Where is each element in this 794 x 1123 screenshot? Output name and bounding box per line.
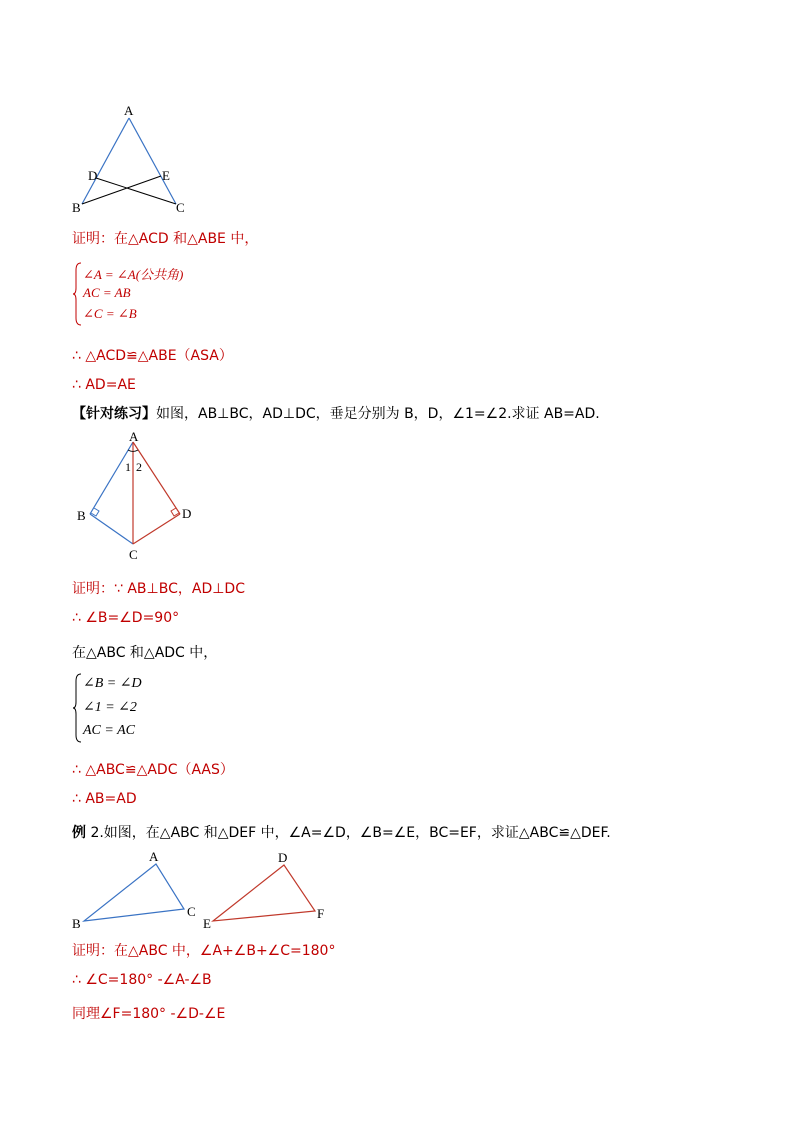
- side-dc: [133, 514, 180, 544]
- label-d: D: [278, 850, 288, 865]
- proof1-system-line-3: ∠C = ∠B: [83, 306, 137, 321]
- label-a: A: [149, 849, 159, 864]
- proof2-line-3: 在△ABC 和△ADC 中，: [72, 645, 218, 661]
- proof2-system: [73, 673, 213, 743]
- proof1-intro: 证明：在△ACD 和△ABE 中，: [72, 231, 259, 247]
- label-a: A: [124, 103, 134, 118]
- label-a: A: [129, 429, 139, 444]
- proof2-line-2: ∴ ∠B=∠D=90°: [72, 610, 180, 626]
- label-e: E: [203, 916, 211, 931]
- proof1-conclusion-2: ∴ AD=AE: [72, 377, 136, 393]
- proof2-system-line-2: ∠1 = ∠2: [83, 700, 137, 715]
- example2-text: 2.如图，在△ABC 和△DEF 中，∠A=∠D，∠B=∠E，BC=EF，求证△ABC≌△DEF.: [86, 825, 611, 841]
- practice-text: 如图，AB⊥BC，AD⊥DC，垂足分别为 B，D，∠1=∠2.求证 AB=AD.: [156, 406, 600, 422]
- brace-icon: [73, 673, 82, 743]
- proof2-system-line-3: AC = AC: [83, 723, 135, 738]
- triangle-def: [213, 865, 315, 921]
- example2-statement: [72, 822, 611, 842]
- label-c: C: [129, 547, 138, 562]
- label-c: C: [187, 904, 196, 919]
- proof2-intro: 证明：∵ AB⊥BC，AD⊥DC: [72, 581, 245, 597]
- example2-tag: 例: [72, 825, 86, 841]
- figure-triangles-abc-def: [70, 848, 340, 933]
- triangle-abc: [84, 864, 184, 921]
- brace-icon: [73, 262, 82, 326]
- label-d: D: [88, 168, 98, 183]
- side-ab: [82, 118, 129, 204]
- proof3-line-2: ∴ ∠C=180° -∠A-∠B: [72, 972, 212, 988]
- proof1-system-line-1: ∠A = ∠A(公共角): [83, 267, 184, 282]
- side-ab: [90, 442, 133, 514]
- side-ad: [133, 442, 180, 514]
- practice-tag: 【针对练习】: [72, 406, 156, 422]
- proof3-line-1: 证明：在△ABC 中，∠A+∠B+∠C=180°: [72, 943, 336, 959]
- label-d: D: [182, 506, 192, 521]
- label-b: B: [72, 916, 81, 931]
- proof1-conclusion-1: ∴ △ACD≌△ABE（ASA）: [72, 348, 233, 364]
- proof2-conclusion-1: ∴ △ABC≌△ADC（AAS）: [72, 762, 234, 778]
- figure-kite-abcd: [72, 428, 202, 563]
- label-c: C: [176, 200, 185, 215]
- label-f: F: [317, 906, 325, 921]
- proof3-line-3: 同理∠F=180° -∠D-∠E: [72, 1006, 226, 1022]
- proof2-system-line-1: ∠B = ∠D: [83, 676, 142, 691]
- label-2: 2: [136, 460, 142, 474]
- proof2-conclusion-2: ∴ AB=AD: [72, 791, 137, 807]
- label-1: 1: [125, 460, 131, 474]
- label-b: B: [72, 200, 81, 215]
- proof1-system-line-2: AC = AB: [83, 285, 131, 300]
- practice-statement: [72, 403, 600, 423]
- label-b: B: [77, 508, 86, 523]
- proof1-system: [73, 262, 233, 326]
- figure-triangle-ade: [66, 100, 196, 218]
- label-e: E: [162, 168, 170, 183]
- side-bc: [90, 514, 133, 544]
